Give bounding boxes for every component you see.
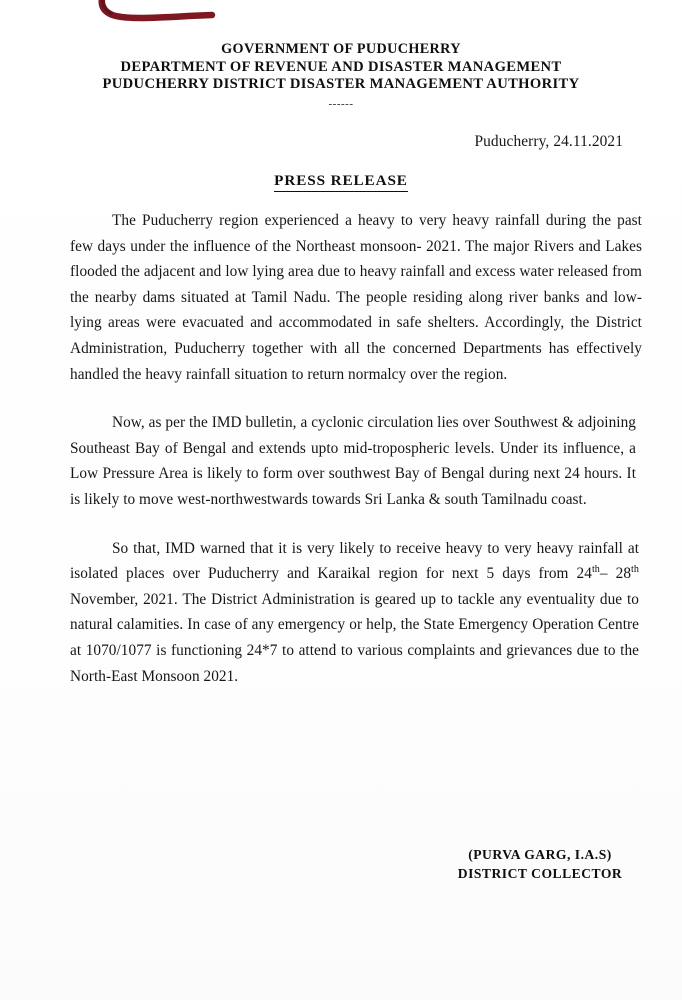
- paragraph-two: [70, 410, 636, 512]
- signature-block: [420, 845, 660, 883]
- header-line-government: GOVERNMENT OF PUDUCHERRY: [221, 41, 461, 57]
- document-body: [70, 208, 642, 689]
- page-title: PRESS RELEASE: [274, 172, 408, 192]
- page-title-wrapper: [0, 172, 682, 192]
- header-line-department: DEPARTMENT OF REVENUE AND DISASTER MANAGEMENT: [120, 58, 562, 75]
- paragraph-three-text-b: – 28: [599, 565, 632, 583]
- red-pen-annotation-icon: [92, 0, 222, 32]
- ordinal-suffix-28th: th: [631, 564, 639, 576]
- header-line-authority: PUDUCHERRY DISTRICT DISASTER MANAGEMENT AUTHORITY: [102, 76, 580, 92]
- signatory-designation: DISTRICT COLLECTOR: [457, 866, 623, 881]
- ordinal-suffix-24th: th: [591, 564, 600, 576]
- paragraph-two-text: Now, as per the IMD bulletin, a cyclonic circulation lies over Southwest & adjoining Southeast Bay of Bengal and extends upto mid-tropospheric levels. Under its influence, a Low Pressure Area is likely to form over southwest Bay of Bengal during next 24 hours. It is likely to move west-northwestwards towards Sri Lanka & south Tamilnadu coast.: [70, 414, 636, 508]
- paragraph-one-text: The Puducherry region experienced a heavy to very heavy rainfall during the past few days under the influence of the Northeast monsoon- 2021. The major Rivers and Lakes flooded the adjacent and low lying area due to heavy rainfall and excess water released from the nearby dams situated at Tamil Nadu. The people residing along river banks and low-lying areas were evacuated and accommodated in safe shelters. Accordingly, the District Administration, Puducherry together with all the concerned Departments has effectively handled the heavy rainfall situation to return normalcy over the region.: [70, 212, 642, 383]
- paragraph-three-text-c: November, 2021. The District Administration is geared up to tackle any eventuality due to natural calamities. In case of any emergency or help, the State Emergency Operation Centre at 1070/1077 is functioning 24*7 to attend to various complaints and grievances due to the North-East Monsoon 2021.: [70, 590, 639, 685]
- signatory-name: (PURVA GARG, I.A.S): [468, 847, 612, 862]
- paragraph-three: [70, 536, 639, 690]
- header-divider-dashes: ------: [328, 97, 354, 110]
- dateline: Puducherry, 24.11.2021: [474, 133, 623, 150]
- paragraph-three-text-a: So that, IMD warned that it is very likely to receive heavy to very heavy rainfall at isolated places over Puducherry and Karaikal region for next 5 days from 24: [70, 539, 639, 583]
- document-header: [0, 41, 682, 110]
- paragraph-one: [70, 208, 642, 387]
